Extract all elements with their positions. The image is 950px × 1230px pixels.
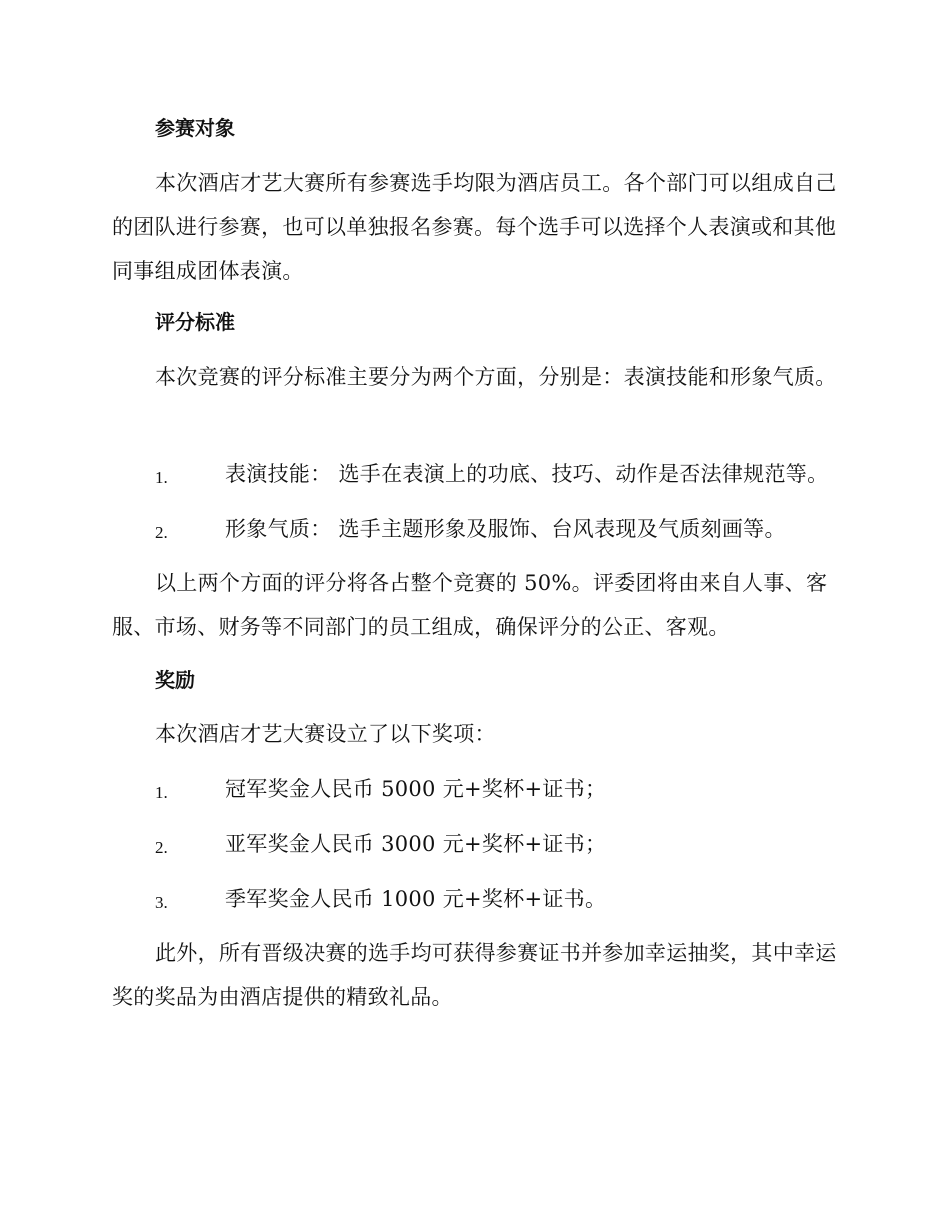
section-heading: 评分标准 xyxy=(155,310,235,334)
paragraph: 此外，所有晋级决赛的选手均可获得参赛证书并参加幸运抽奖，其中幸运奖的奖品为由酒店提供的精致礼品。 xyxy=(112,941,837,1009)
section-heading: 参赛对象 xyxy=(155,116,235,140)
list-item-text: 冠军奖金人民币 5000 元+奖杯+证书； xyxy=(225,777,607,801)
list-item-text: 表演技能： 选手在表演上的功底、技巧、动作是否法律规范等。 xyxy=(225,462,829,486)
paragraph: 本次竞赛的评分标准主要分为两个方面，分别是：表演技能和形象气质。 xyxy=(155,365,837,389)
paragraph: 本次酒店才艺大赛设立了以下奖项： xyxy=(155,722,496,746)
list-item-number: 3. xyxy=(155,893,168,912)
list-item-text: 亚军奖金人民币 3000 元+奖杯+证书； xyxy=(225,832,607,856)
list-item-number: 1. xyxy=(155,783,168,802)
paragraph: 以上两个方面的评分将各占整个竞赛的 50%。评委团将由来自人事、客服、市场、财务等不同部门的员工组成，确保评分的公正、客观。 xyxy=(112,571,828,639)
list-item-text: 季军奖金人民币 1000 元+奖杯+证书。 xyxy=(225,887,607,911)
list-item-number: 1. xyxy=(155,468,168,487)
section-heading: 奖励 xyxy=(155,668,195,692)
list-item-text: 形象气质： 选手主题形象及服饰、台风表现及气质刻画等。 xyxy=(225,517,786,541)
list-item-number: 2. xyxy=(155,838,168,857)
paragraph: 本次酒店才艺大赛所有参赛选手均限为酒店员工。各个部门可以组成自己的团队进行参赛，也可以单独报名参赛。每个选手可以选择个人表演或和其他同事组成团体表演。 xyxy=(112,171,837,283)
list-item-number: 2. xyxy=(155,523,168,542)
